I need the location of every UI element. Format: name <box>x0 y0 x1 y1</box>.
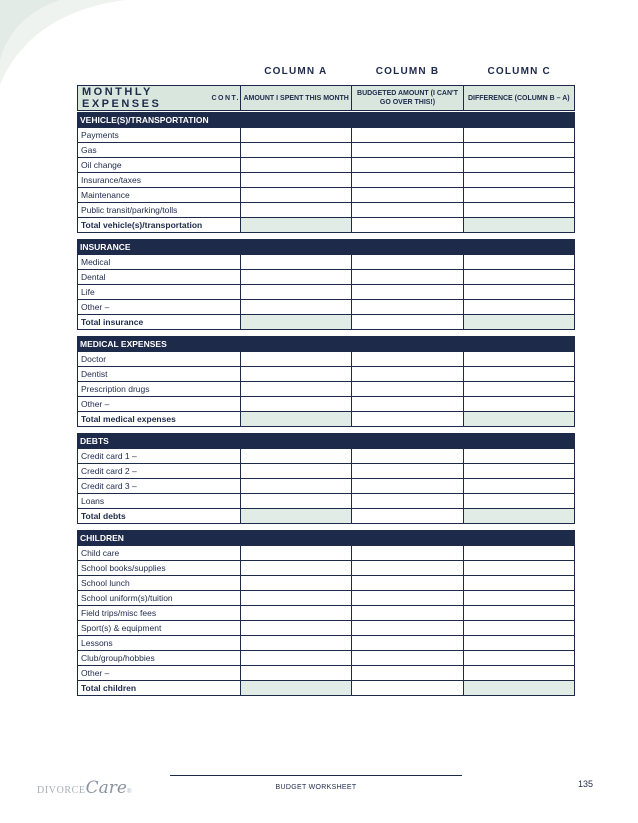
amount-cell-c[interactable] <box>463 315 574 330</box>
row-label: Medical <box>78 255 241 270</box>
total-row <box>78 509 575 524</box>
amount-cell-c[interactable] <box>463 606 574 621</box>
section-4 <box>77 530 575 696</box>
amount-cell-c[interactable] <box>463 561 574 576</box>
worksheet-title-suffix: CONT. <box>211 94 240 102</box>
amount-cell-a[interactable] <box>241 173 352 188</box>
amount-cell-c[interactable] <box>463 494 574 509</box>
amount-cell-a[interactable] <box>241 479 352 494</box>
section-table <box>77 351 575 427</box>
amount-cell-c[interactable] <box>463 382 574 397</box>
amount-cell-a[interactable] <box>241 203 352 218</box>
table-row <box>78 270 575 285</box>
amount-cell-c[interactable] <box>463 128 574 143</box>
amount-cell-a[interactable] <box>241 143 352 158</box>
table-row <box>78 285 575 300</box>
row-label: Child care <box>78 546 241 561</box>
row-label: Sport(s) & equipment <box>78 621 241 636</box>
row-label: Lessons <box>78 636 241 651</box>
row-label: Club/group/hobbies <box>78 651 241 666</box>
amount-cell-b[interactable] <box>352 636 463 651</box>
row-label: Dentist <box>78 367 241 382</box>
row-label: Doctor <box>78 352 241 367</box>
amount-cell-b[interactable] <box>352 666 463 681</box>
amount-cell-c[interactable] <box>463 270 574 285</box>
amount-cell-b[interactable] <box>352 546 463 561</box>
amount-cell-b[interactable] <box>352 128 463 143</box>
amount-cell-c[interactable] <box>463 576 574 591</box>
amount-cell-c[interactable] <box>463 651 574 666</box>
amount-cell-b[interactable] <box>352 606 463 621</box>
amount-cell-b[interactable] <box>352 591 463 606</box>
section-table <box>77 448 575 524</box>
row-label: Life <box>78 285 241 300</box>
amount-cell-c[interactable] <box>463 397 574 412</box>
table-row <box>78 300 575 315</box>
amount-cell-b[interactable] <box>352 143 463 158</box>
amount-cell-c[interactable] <box>463 255 574 270</box>
table-row <box>78 352 575 367</box>
table-row <box>78 651 575 666</box>
row-label: Loans <box>78 494 241 509</box>
amount-cell-a[interactable] <box>241 509 352 524</box>
table-row <box>78 464 575 479</box>
amount-cell-a[interactable] <box>241 449 352 464</box>
section-heading: MEDICAL EXPENSES <box>77 336 575 351</box>
amount-cell-b[interactable] <box>352 464 463 479</box>
row-label: Other – <box>78 666 241 681</box>
amount-cell-b[interactable] <box>352 218 463 233</box>
section-table <box>77 127 575 233</box>
amount-cell-b[interactable] <box>352 173 463 188</box>
table-row <box>78 561 575 576</box>
row-label: Credit card 2 – <box>78 464 241 479</box>
section-1 <box>77 239 575 330</box>
header-col-a: AMOUNT I SPENT THIS MONTH <box>241 86 352 110</box>
row-label: Insurance/taxes <box>78 173 241 188</box>
table-row <box>78 188 575 203</box>
table-row <box>78 494 575 509</box>
logo-part2: Care <box>85 778 127 798</box>
table-row <box>78 158 575 173</box>
amount-cell-c[interactable] <box>463 591 574 606</box>
row-label: Other – <box>78 397 241 412</box>
amount-cell-c[interactable] <box>463 352 574 367</box>
amount-cell-b[interactable] <box>352 315 463 330</box>
row-label: Public transit/parking/tolls <box>78 203 241 218</box>
row-label: Other – <box>78 300 241 315</box>
amount-cell-c[interactable] <box>463 143 574 158</box>
total-row <box>78 412 575 427</box>
page-number: 135 <box>578 779 594 789</box>
amount-cell-b[interactable] <box>352 270 463 285</box>
row-label: Credit card 3 – <box>78 479 241 494</box>
table-row <box>78 636 575 651</box>
amount-cell-c[interactable] <box>463 449 574 464</box>
amount-cell-a[interactable] <box>241 621 352 636</box>
section-3 <box>77 433 575 524</box>
amount-cell-b[interactable] <box>352 449 463 464</box>
table-row <box>78 367 575 382</box>
amount-cell-c[interactable] <box>463 621 574 636</box>
amount-cell-b[interactable] <box>352 576 463 591</box>
amount-cell-a[interactable] <box>241 681 352 696</box>
table-row <box>78 666 575 681</box>
amount-cell-b[interactable] <box>352 188 463 203</box>
amount-cell-a[interactable] <box>241 382 352 397</box>
sections-container <box>77 112 575 696</box>
table-row <box>78 449 575 464</box>
amount-cell-b[interactable] <box>352 285 463 300</box>
table-row <box>78 397 575 412</box>
logo-mark: ® <box>127 789 132 795</box>
logo-part1: DIVORCE <box>37 785 86 796</box>
amount-cell-b[interactable] <box>352 494 463 509</box>
total-label: Total vehicle(s)/transportation <box>78 218 241 233</box>
footer-text: BUDGET WORKSHEET <box>275 784 357 791</box>
table-row <box>78 143 575 158</box>
amount-cell-a[interactable] <box>241 494 352 509</box>
amount-cell-c[interactable] <box>463 681 574 696</box>
worksheet-title-text: MONTHLY EXPENSES <box>82 86 162 110</box>
amount-cell-b[interactable] <box>352 300 463 315</box>
total-label: Total debts <box>78 509 241 524</box>
total-label: Total medical expenses <box>78 412 241 427</box>
total-row <box>78 315 575 330</box>
amount-cell-c[interactable] <box>463 666 574 681</box>
table-row <box>78 173 575 188</box>
amount-cell-c[interactable] <box>463 367 574 382</box>
amount-cell-a[interactable] <box>241 255 352 270</box>
amount-cell-a[interactable] <box>241 464 352 479</box>
amount-cell-a[interactable] <box>241 218 352 233</box>
table-row <box>78 576 575 591</box>
section-table <box>77 545 575 696</box>
amount-cell-c[interactable] <box>463 188 574 203</box>
amount-cell-b[interactable] <box>352 651 463 666</box>
worksheet-header <box>77 85 575 111</box>
amount-cell-a[interactable] <box>241 666 352 681</box>
table-row <box>78 255 575 270</box>
amount-cell-c[interactable] <box>463 173 574 188</box>
total-label: Total insurance <box>78 315 241 330</box>
section-heading: DEBTS <box>77 433 575 448</box>
row-label: Payments <box>78 128 241 143</box>
header-col-b: BUDGETED AMOUNT (I CAN'T GO OVER THIS!) <box>352 86 463 110</box>
amount-cell-c[interactable] <box>463 412 574 427</box>
amount-cell-a[interactable] <box>241 576 352 591</box>
amount-cell-a[interactable] <box>241 397 352 412</box>
amount-cell-a[interactable] <box>241 315 352 330</box>
amount-cell-c[interactable] <box>463 464 574 479</box>
table-row <box>78 479 575 494</box>
row-label: Maintenance <box>78 188 241 203</box>
amount-cell-a[interactable] <box>241 270 352 285</box>
amount-cell-a[interactable] <box>241 300 352 315</box>
total-row <box>78 218 575 233</box>
total-row <box>78 681 575 696</box>
total-label: Total children <box>78 681 241 696</box>
amount-cell-c[interactable] <box>463 158 574 173</box>
column-b-label: COLUMN B <box>375 66 440 77</box>
amount-cell-b[interactable] <box>352 203 463 218</box>
amount-cell-b[interactable] <box>352 255 463 270</box>
amount-cell-b[interactable] <box>352 158 463 173</box>
amount-cell-a[interactable] <box>241 591 352 606</box>
amount-cell-b[interactable] <box>352 561 463 576</box>
table-row <box>78 382 575 397</box>
amount-cell-a[interactable] <box>241 188 352 203</box>
amount-cell-c[interactable] <box>463 300 574 315</box>
amount-cell-a[interactable] <box>241 636 352 651</box>
column-labels <box>240 66 575 77</box>
amount-cell-c[interactable] <box>463 203 574 218</box>
amount-cell-c[interactable] <box>463 218 574 233</box>
amount-cell-a[interactable] <box>241 606 352 621</box>
table-row <box>78 606 575 621</box>
divorcecare-logo <box>37 778 131 798</box>
section-2 <box>77 336 575 427</box>
amount-cell-a[interactable] <box>241 158 352 173</box>
amount-cell-a[interactable] <box>241 367 352 382</box>
amount-cell-c[interactable] <box>463 546 574 561</box>
amount-cell-b[interactable] <box>352 509 463 524</box>
amount-cell-b[interactable] <box>352 621 463 636</box>
section-heading: VEHICLE(S)/TRANSPORTATION <box>77 112 575 127</box>
section-heading: INSURANCE <box>77 239 575 254</box>
row-label: Field trips/misc fees <box>78 606 241 621</box>
amount-cell-c[interactable] <box>463 636 574 651</box>
section-table <box>77 254 575 330</box>
table-row <box>78 591 575 606</box>
amount-cell-c[interactable] <box>463 285 574 300</box>
section-heading: CHILDREN <box>77 530 575 545</box>
column-a-label: COLUMN A <box>264 66 328 77</box>
section-0 <box>77 112 575 233</box>
amount-cell-b[interactable] <box>352 352 463 367</box>
row-label: School uniform(s)/tuition <box>78 591 241 606</box>
row-label: Prescription drugs <box>78 382 241 397</box>
expense-worksheet <box>77 85 575 702</box>
column-c-label: COLUMN C <box>487 66 551 77</box>
amount-cell-b[interactable] <box>352 479 463 494</box>
amount-cell-a[interactable] <box>241 561 352 576</box>
table-row <box>78 203 575 218</box>
amount-cell-a[interactable] <box>241 128 352 143</box>
row-label: Oil change <box>78 158 241 173</box>
amount-cell-b[interactable] <box>352 382 463 397</box>
amount-cell-c[interactable] <box>463 479 574 494</box>
amount-cell-a[interactable] <box>241 546 352 561</box>
row-label: Dental <box>78 270 241 285</box>
table-row <box>78 546 575 561</box>
amount-cell-a[interactable] <box>241 412 352 427</box>
footer-divider <box>170 775 462 776</box>
amount-cell-a[interactable] <box>241 352 352 367</box>
amount-cell-a[interactable] <box>241 285 352 300</box>
amount-cell-b[interactable] <box>352 412 463 427</box>
amount-cell-a[interactable] <box>241 651 352 666</box>
table-row <box>78 621 575 636</box>
row-label: School books/supplies <box>78 561 241 576</box>
amount-cell-b[interactable] <box>352 397 463 412</box>
table-row <box>78 128 575 143</box>
amount-cell-b[interactable] <box>352 367 463 382</box>
header-col-c: DIFFERENCE (COLUMN B – A) <box>468 94 570 102</box>
amount-cell-b[interactable] <box>352 681 463 696</box>
row-label: Credit card 1 – <box>78 449 241 464</box>
row-label: Gas <box>78 143 241 158</box>
worksheet-title <box>78 86 241 110</box>
amount-cell-c[interactable] <box>463 509 574 524</box>
row-label: School lunch <box>78 576 241 591</box>
